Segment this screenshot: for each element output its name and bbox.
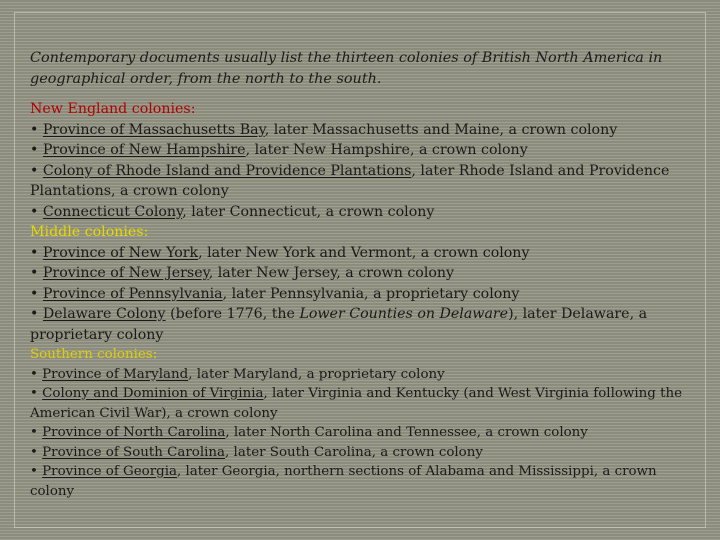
colony-link[interactable]: Province of Massachusetts Bay [42,121,265,138]
middle-heading [30,222,695,243]
colony-description: , later North Carolina and Tennessee, a crown colony [225,425,588,440]
bullet: • [30,425,43,440]
list-item [30,284,695,305]
southern-heading-colon: : [152,347,158,362]
colony-description: , later South Carolina, a crown colony [225,444,483,460]
colony-link[interactable]: Province of North Carolina [42,425,226,440]
middle-heading-colon: : [143,224,149,240]
list-item [30,263,695,284]
colony-description: , later New Hampshire, a crown colony [245,142,528,158]
colony-link[interactable]: Province of Maryland [42,366,189,382]
colony-link[interactable]: Delaware Colony [42,306,166,322]
list-item [30,365,695,385]
bullet: • [30,444,43,460]
middle-heading-text: Middle colonies [30,224,144,240]
bullet: • [30,203,43,220]
colony-link[interactable]: Province of South Carolina [42,444,226,460]
intro-paragraph: Contemporary documents usually list the thirteen colonies of British North America in geographical order, from the north to the south. [30,50,663,87]
southern-heading-text: Southern colonies [30,347,153,362]
slide-content [30,48,695,501]
bullet: • [30,366,43,382]
bullet: • [30,162,43,179]
bullet: • [30,306,43,322]
bullet: • [30,244,43,261]
bullet: • [30,386,43,401]
bullet: • [30,285,43,302]
colony-description: , later Georgia, northern sections of Alabama and Mississippi, a crown colony [30,464,657,499]
colony-link[interactable]: Province of New York [42,244,199,261]
colony-description: ), later Delaware, a proprietary colony [30,306,648,343]
colony-link[interactable]: Connecticut Colony [42,203,183,220]
list-item [30,462,695,501]
colony-link[interactable]: Province of Pennsylvania [42,285,223,302]
colony-description: , later Massachusetts and Maine, a crown colony [264,121,618,138]
list-item [30,423,695,443]
list-item [30,120,695,141]
list-item [30,384,695,423]
middle-section [30,222,695,345]
colony-link[interactable]: Province of New Jersey [42,265,209,281]
new-england-section [30,99,695,222]
southern-heading [30,345,695,365]
list-item [30,443,695,463]
list-item [30,202,695,223]
colony-description: , later New Jersey, a crown colony [208,265,455,281]
bullet: • [30,142,43,158]
southern-section [30,345,695,501]
colony-description: , later Pennsylvania, a proprietary colony [222,285,520,302]
colony-description: , later Connecticut, a crown colony [182,203,435,220]
colony-description: , later New York and Vermont, a crown colony [198,244,530,261]
colony-description: , later Maryland, a proprietary colony [188,366,445,382]
list-item [30,243,695,264]
colony-description: , later Rhode Island and Providence Plantations, a crown colony [30,162,670,199]
colony-link[interactable]: Colony and Dominion of Virginia [42,386,264,401]
colony-link[interactable]: Province of Georgia [42,464,177,479]
bullet: • [30,121,43,138]
list-item [30,140,695,161]
colony-note-prefix: (before 1776, the [165,306,300,322]
list-item [30,304,695,345]
colony-description: , later Virginia and Kentucky (and West Virginia following the American Civil War), a crown colony [30,386,683,421]
colony-note-italic: Lower Counties on Delaware [299,306,509,322]
bullet: • [30,464,43,479]
colony-link[interactable]: Colony of Rhode Island and Providence Plantations [42,162,412,179]
new-england-heading-colon: : [190,101,196,117]
list-item [30,161,695,202]
new-england-heading [30,99,695,120]
new-england-heading-text: New England colonies [30,101,191,117]
bullet: • [30,265,43,281]
colony-link[interactable]: Province of New Hampshire [42,142,246,158]
